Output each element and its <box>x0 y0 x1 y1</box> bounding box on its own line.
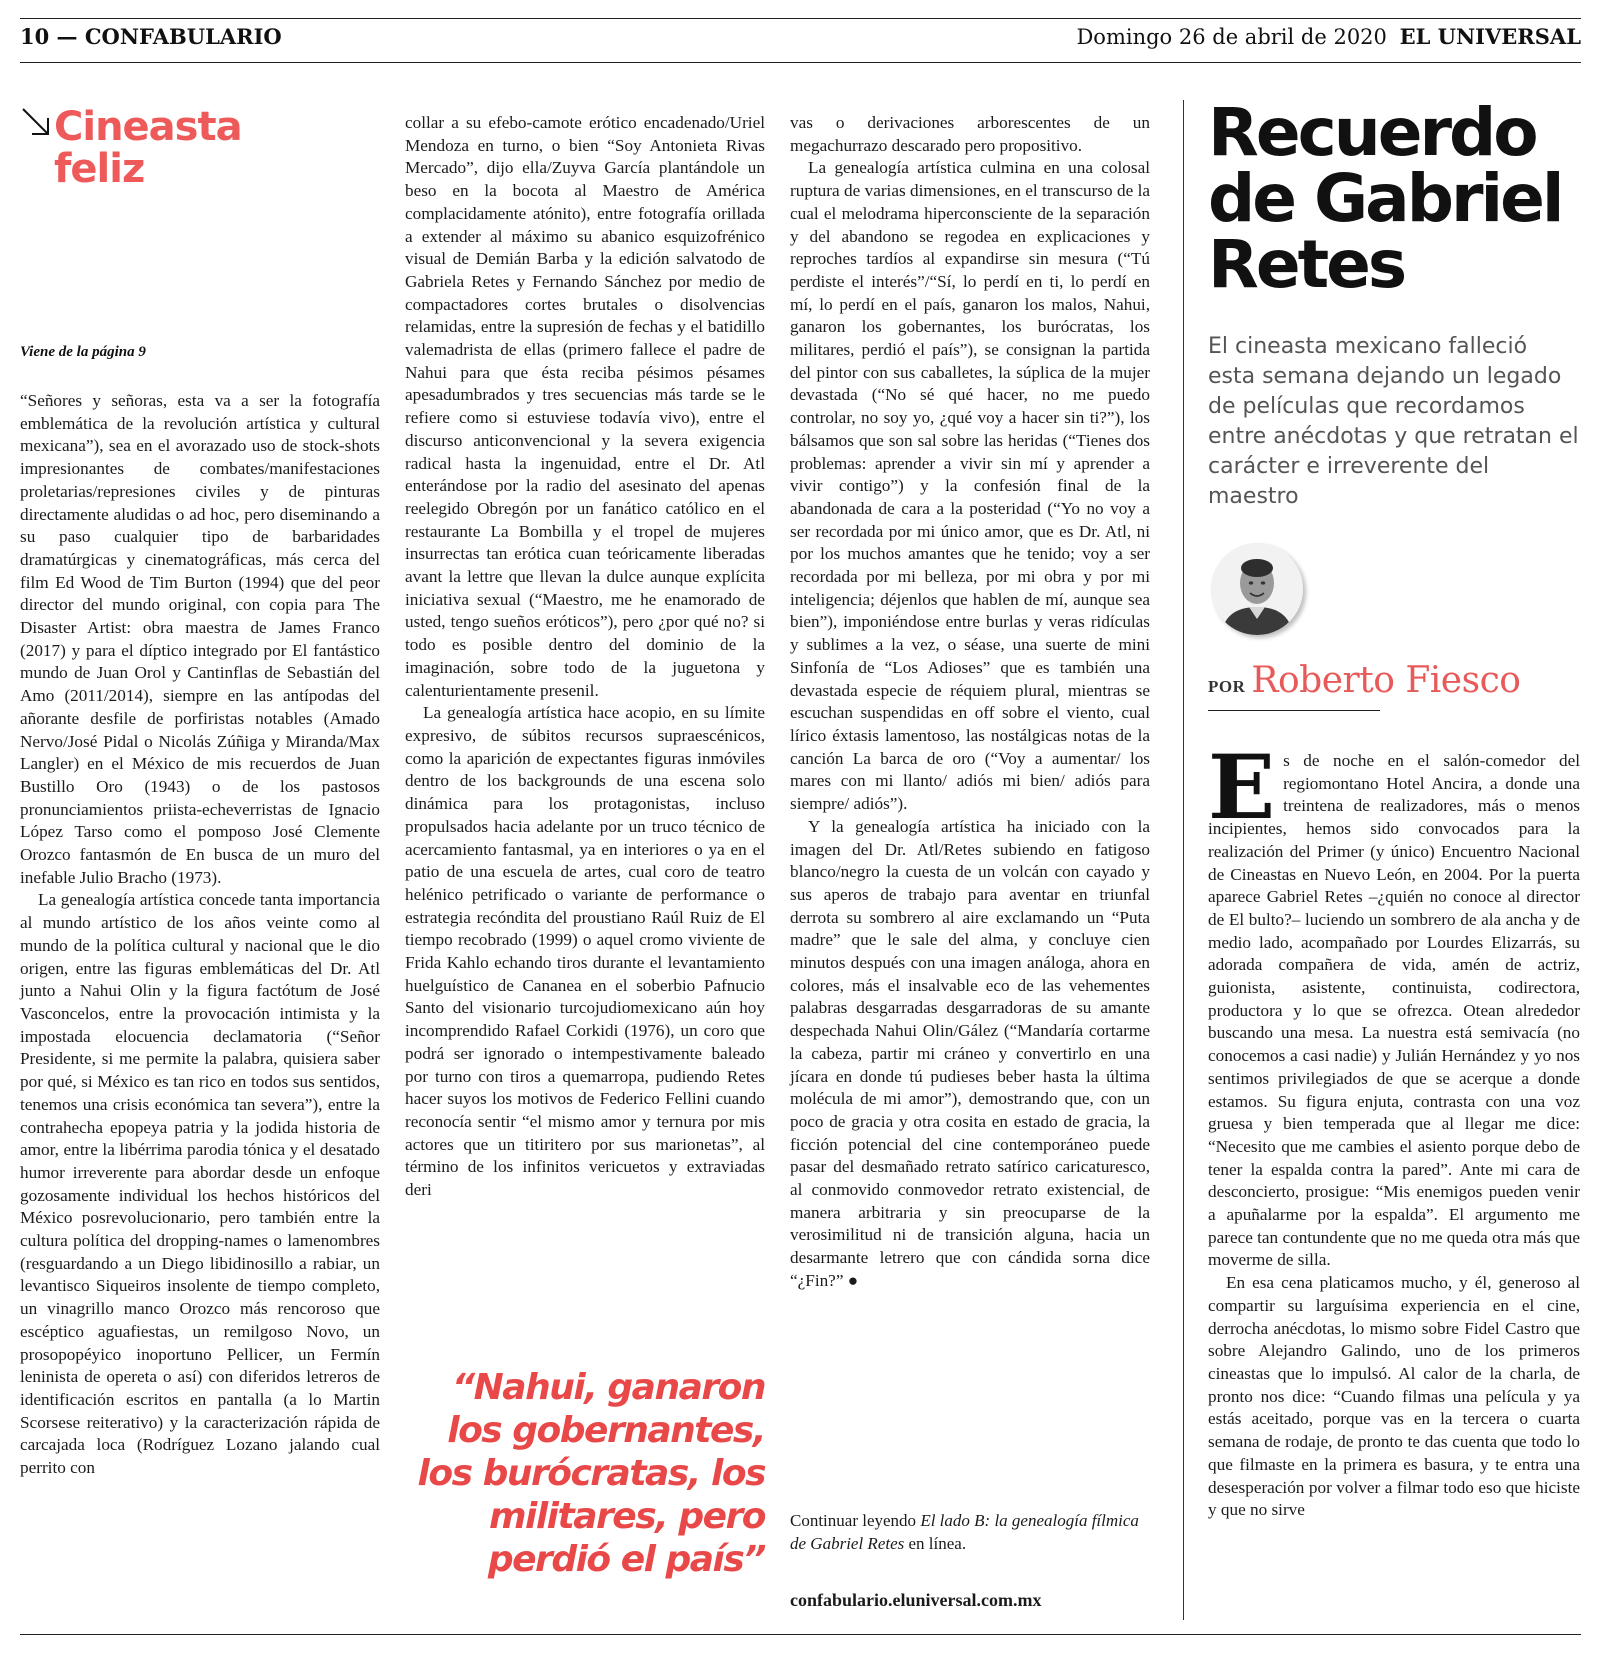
website-link[interactable]: confabulario.eluniversal.com.mx <box>790 1590 1042 1610</box>
pull-quote: “Nahui, ganaron los gobernantes, los burócratas, los militares, pero perdió el país” <box>417 1367 765 1580</box>
author-avatar <box>1211 543 1303 635</box>
byline <box>1208 660 1520 701</box>
arrow-down-right-icon <box>20 106 52 138</box>
continue-lead: Continuar leyendo <box>790 1511 921 1530</box>
top-rule <box>20 18 1581 19</box>
newspaper-brand: EL UNIVERSAL <box>1399 24 1581 49</box>
issue-date: Domingo 26 de abril de 2020 <box>1076 25 1387 49</box>
feature-body <box>1208 735 1580 1522</box>
article-column-1 <box>20 390 380 1480</box>
author-portrait-icon <box>1211 543 1303 635</box>
body-paragraph: La genealogía artística culmina en una colosal ruptura de varias dimensiones, en el transcurso de la cual el melodrama hiperconsciente de la separación y del abandono se regodea en explicaciones y reproches tardíos al expandirse sin mesura (“Tú perdiste el interés”/“Sí, lo perdí en ti, lo perdí en mí, lo perdí en el país, ganaron los malos, Nahui, ganaron los gobernantes, los burócratas, los militares, perdió el país”), se consignan la partida del pintor con sus caballetes, la súplica de la mujer devastada (“No sé qué hacer, no me puedo controlar, no soy yo, ¿qué voy a hacer sin ti?”), los bálsamos que son sal sobre las heridas (“Tienes dos problemas: aprender a vivir sin mí y aprender a vivir contigo”) y la confesión final de la abandonada de cara a la posteridad (“Yo no voy a ser recordada por mi único amor, que es Dr. Atl, ni por los muchos amantes que he tenido; voy a ser recordada por mi belleza, por mi obra y por mi inteligencia; déjenlos que hablen de mí, aunque sea bien”), imponiéndose entre burlas y veras ridículas y sublimes a la vez, o séase, una suerte de mini Sinfonía de “Los Adioses” que es también una devastada especie de réquiem plural, mientras se escuchan suspendidas en off sobre el viento, cual lírico éxtasis lamentoso, las nostálgicas notas de la canción La barca de oro (“Voy a aumentar/ los mares con mi llanto/ adiós mi bien/ adiós para siempre/ adiós”). <box>790 158 1150 814</box>
drop-cap: E <box>1208 735 1276 839</box>
body-paragraph: En esa cena platicamos mucho, y él, generoso al compartir su larguísima experiencia en el cine, derrocha anécdotas, lo mismo sobre Fidel Castro que sobre Alejandro Galindo, uno de los primeros cineastas que lo impulsó. Al calor de la charla, de pronto nos dice: “Cuando filmas una película y ya estás aceitado, porque vas en la tercera o cuarta semana de rodaje, de pronto te das cuenta que todo lo que filmaste en la primera es basura, y te entra una desesperación por volver a filmar todo eso que hiciste y que no sirve <box>1208 1273 1580 1520</box>
body-paragraph <box>1208 735 1580 1272</box>
continue-tail: en línea. <box>904 1533 967 1553</box>
header-rule <box>20 62 1581 63</box>
continue-title: El lado B: la genealogía fílmica de Gabriel Retes <box>790 1511 1139 1553</box>
continued-from-note: Viene de la página 9 <box>20 344 146 360</box>
bottom-rule <box>20 1634 1581 1635</box>
body-paragraph: Y la genealogía artística ha iniciado con la imagen del Dr. Atl/Retes subiendo en fatigoso blanco/negro la cuesta de un volcán con cayado y sus aperos de trabajo para aventar en triunfal derrota su sombrero al aire exclamando un “Puta madre” que le sale del alma, y concluye cien minutos después con una imagen análoga, ahora en colores, más el insalvable eco de las vehementes palabras desgarradas desgarradoras de su amante despechada Nahui Olin/Gález (“Mandaría cortarme la cabeza, partir mi cráneo y convertirlo en una jícara en donde tú pudieses beber hasta la última molécula de mi amor”), demostrando que, con un poco de gracia y otra cosita en estado de gracia, la ficción potencial del cine contemporáneo puede pasar del desmañado retrato satírico caricaturesco, al conmovido conmovedor retrato existencial, de manera arbitraria y sin preocuparse de la verosimilitud ni de transición alguna, hacia un desarmante letrero que con cándida sorna dice “¿Fin?” ● <box>790 816 1150 1290</box>
column-divider <box>1183 100 1184 1620</box>
byline-rule <box>1208 710 1380 711</box>
kicker-line-1: Cineasta <box>54 104 242 150</box>
body-paragraph: vas o derivaciones arborescentes de un megachurrazo descarado pero propositivo. <box>790 113 1150 155</box>
article-column-3 <box>790 112 1150 1293</box>
page-section-label: 10 — CONFABULARIO <box>20 24 282 49</box>
kicker-line-2: feliz <box>54 146 145 192</box>
feature-paragraph-1-text: s de noche en el salón-comedor del regiomontano Hotel Ancira, a donde una treintena de realizadores, más o menos incipientes, hemos sido convocados para la realización del Primer (y único) Encuentro Nacional de Cineastas en Nuevo León, en 2004. Por la puerta aparece Gabriel Retes –¿quién no conoce al director de El bulto?– luciendo un sombrero de ala ancha y de medio lado, acompañado por Lourdes Elizarrás, su adorada compañera de vida, amén de actriz, guionista, asistente, continuista, codirectora, productora y lo que se ofrezca. Otean alrededor buscando una mesa. La nuestra está semivacía (no conocemos a casi nadie) y Julián Hernández y yo nos sentimos privilegiados de que se acerque a donde estamos. Su figura enjuta, contrasta con una voz gruesa y bien temperada que al llegar me dice: “Necesito que me cambies el asiento porque debo de tener la espalda contra la pared”. Ante mi cara de desconcierto, prosigue: “Mis enemigos pueden venir a apuñalarme por la espalda”. El argumento me parece tan contundente que no me queda otra más que moverme de silla. <box>1208 751 1580 1270</box>
article-column-2 <box>405 112 765 1202</box>
body-paragraph: “Señores y señoras, esta va a ser la fotografía emblemática de la revolución artística y cultural mexicana”), sea en el avorazado uso de stock-shots impresionantes de combates/manifestaciones proletarias/represiones civiles y de pinturas directamente aludidas o ad hoc, pero diseminando a su paso cualquier tipo de barbaridades dramatúrgicas y cinematográficas, más cerca del film Ed Wood de Tim Burton (1994) que del peor director del mundo original, con copia para The Disaster Artist: obra maestra de James Franco (2017) y para el díptico integrado por El fantástico mundo de Juan Orol y Cantinflas de Sebastián del Amo (2011/2014), siempre en las antípodas del añorante desfile de porfiristas notables (Amado Nervo/José Pidal o Nicolás Zúñiga y Miranda/Max Langler) en el México de mis recuerdos de Juan Bustillo Oro (1943) o de los pastosos pronunciamientos priista-echeverristas de Ignacio López Tarso como el pomposo José Clemente Orozco fantasmón de En busca de un muro del inefable Julio Bracho (1973). <box>20 391 380 887</box>
continue-reading-note <box>790 1510 1150 1555</box>
masthead <box>1076 24 1581 49</box>
section-kicker <box>20 106 242 190</box>
byline-prefix: POR <box>1208 677 1246 696</box>
author-name: Roberto Fiesco <box>1251 660 1521 701</box>
body-paragraph: collar a su efebo-camote erótico encadenado/Uriel Mendoza en turno, o bien “Soy Antonieta Rivas Mercado”, dijo ella/Zuyva García plantándole un beso en la bocota al Maestro de América complacidamente atónito), entre fotografía orillada a extender al máximo su abanico esquizofrénico visual de Demián Barba y la edición salvatodo de Gabriela Retes y Fernando Sánchez por medio de compactadores cortes brutales o disolvencias relamidas, entre la supresión de fechas y el batidillo valemadrista de ellas (primero fallece el padre de Nahui para que ésta reciba pésimos pésames apesadumbrados y tres secuencias más tarde se le refiere como si estuviese todavía vivo), entre el discurso anticonvencional y la severa exigencia radical hasta la ingenuidad, entre el Dr. Atl enterándose por la radio del asesinato del apenas reelegido Obregón por un fanático católico en el restaurante La Bombilla y el tropel de mujeres insurrectas tan erótica cuan teóricamente liberadas avant la lettre que llevan la dulce aunque explícita iniciativa sexual (“Maestro, me he enamorado de usted, tengo sueños eróticos”), pero ¿por qué no? si todo es posible dentro del dominio de la imaginación, sobre todo de la juguetona y calenturientamente presenil. <box>405 113 765 700</box>
body-paragraph: La genealogía artística hace acopio, en su límite expresivo, de súbitos recursos supraescénicos, como la aparición de expectantes figuras inmóviles dentro de los backgrounds de una escena solo dinámica para los protagonistas, incluso propulsados hacia adelante por un truco técnico de acercamiento fantasmal, ya en interiores o ya en el patio de una escuela de artes, cual coro de teatro helénico petrificado o variante de performance o estrategia recóndita del proustiano Raúl Ruiz de El tiempo recobrado (1999) o aquel cromo viviente de Frida Kahlo echando tiros durante el levantamiento huelguístico de Cananea en el soberbio Pafnucio Santo del visionario turcojudiomexicano aún hoy incomprendido Rafael Corkidi (1976), un coro que podrá ser ignorado o intempestivamente baleado por turno con tiros a quemarropa, pudiendo Retes hacer suyos los motivos de Federico Fellini cuando reconocía sentir “el mismo amor y ternura por mis actores que un titiritero por sus marionetas”, al término de los infinitos vericuetos y extraviadas deri <box>405 703 765 1200</box>
feature-headline: Recuerdo de Gabriel Retes <box>1208 94 1562 303</box>
feature-deck: El cineasta mexicano falleció esta semana dejando un legado de películas que recordamos entre anécdotas y que retratan el carácter e irreverente del maestro <box>1208 334 1579 509</box>
body-paragraph: La genealogía artística concede tanta importancia al mundo artístico de los años veinte como al mundo de la política cultural y nacional que le dio origen, entre las figuras emblemáticas del Dr. Atl junto a Nahui Olin y la figura factótum de José Vasconcelos, entre la provocación intimista y la impostada elocuencia declamatoria (“Señor Presidente, si me permite la palabra, quisiera saber por qué, si México es tan rico en todos sus sentidos, tenemos una crisis económica tan severa”), entre la contrahecha epopeya patria y la jodida historia de amor, entre la libérrima parodia tónica y el desatado humor irreverente para abordar desde un enfoque gozosamente individual los hechos históricos del México posrevolucionario, pero también entre la cultura política del dropping-names o lamenombres (resguardando a un Diego libidinosillo a rabiar, un levantisco Siqueiros insolente de tiempo completo, un vinagrillo manco Orozco más rencoroso que escéptico aguafiestas, un remilgoso Novo, un prosopopéyico inoportuno Pellicer, un Fermín leninista de opereta o así) con diferidos letreros de identificación escritos en pantalla (a lo Martin Scorsese reiterativo) y la caracterización rápida de carcajada loca (Rodríguez Lozano jalando cual perrito con <box>20 890 380 1478</box>
